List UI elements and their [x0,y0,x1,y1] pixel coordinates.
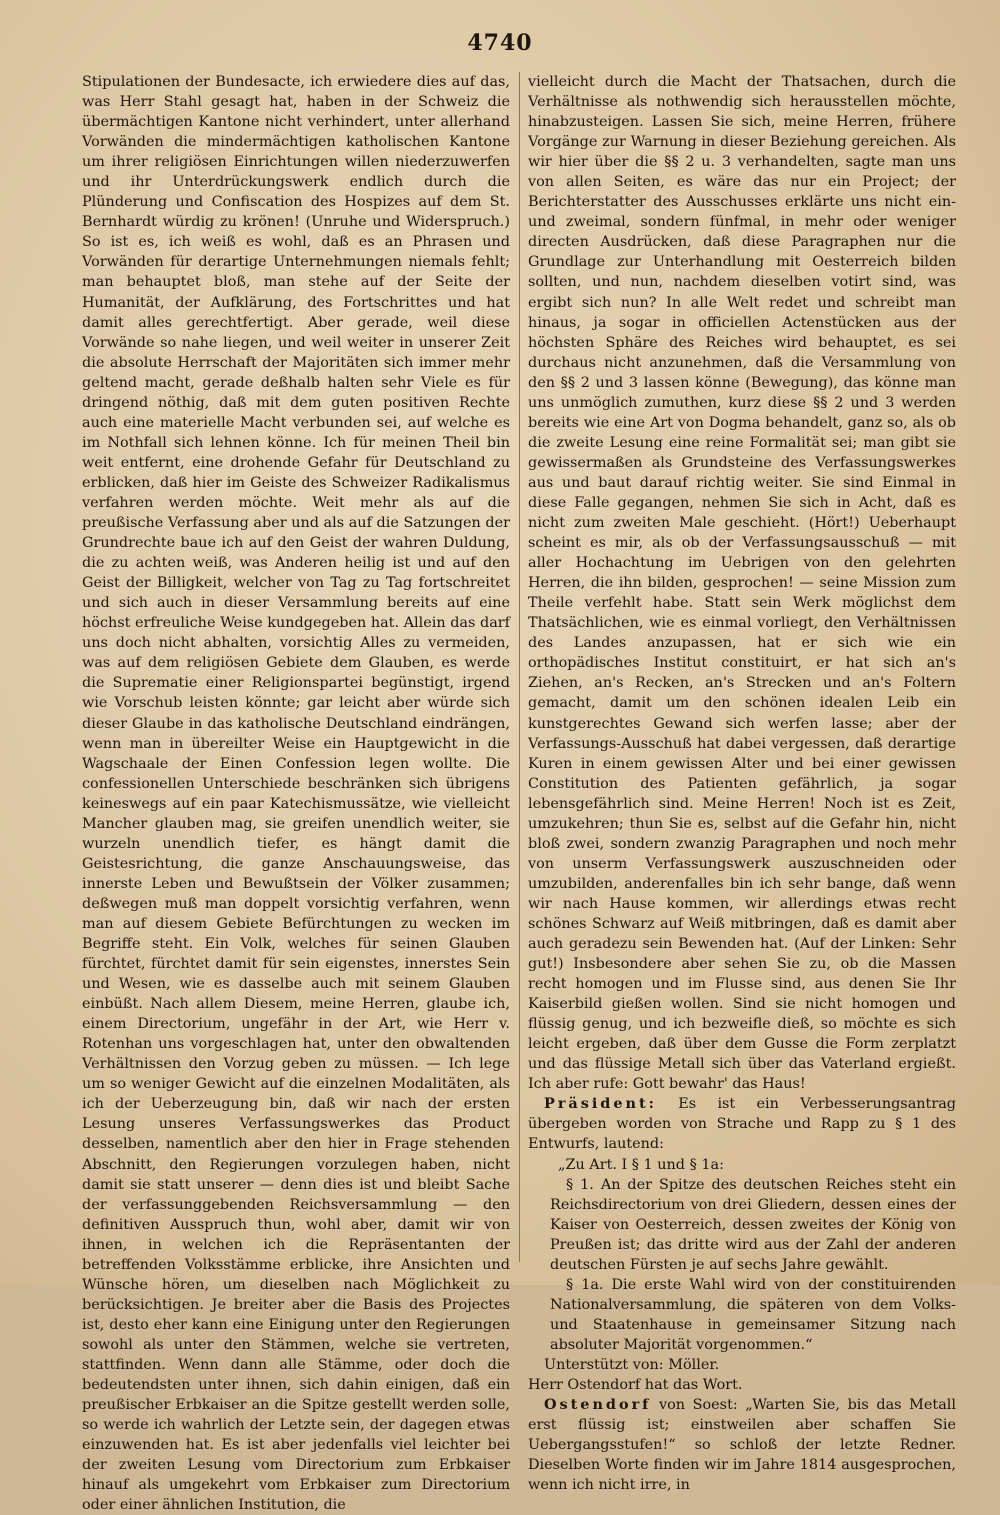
floor-line: Herr Ostendorf hat das Wort. [528,1377,743,1394]
right-column [528,72,957,1494]
left-paragraph: Stipulationen der Bundesacte, ich erwiedere dies auf das, was Herr Stahl gesagt hat, haben in der Schweiz die übermächtigen Kantone nicht verhindert, unter allerhand Vorwänden die mindermächtigen katholischen Kantone um ihrer religiösen Einrichtungen willen niederzuwerfen und ihr Unterdrückungswerk endlich durch die Plünderung und Confiscation des Hospizes auf dem St. Bernhardt würdig zu krönen! (Unruhe und Widerspruch.) So ist es, ich weiß es wohl, daß es an Phrasen und Vorwänden für derartige Unternehmungen niemals fehlt; man behauptet bloß, man stehe auf der Seite der Humanität, der Aufklärung, des Fortschrittes und hat damit alles gerechtfertigt. Aber gerade, weil diese Vorwände so nahe liegen, und weil weiter in unserer Zeit die absolute Herrschaft der Majoritäten sich immer mehr geltend macht, gerade deßhalb halten sehr Viele es für dringend nöthig, daß mit dem guten positiven Rechte auch eine materielle Macht verbunden sei, auf welche es im Nothfall sich lehnen könne. Ich für meinen Theil bin weit entfernt, eine drohende Gefahr für Deutschland zu erblicken, daß hier im Geiste des Schweizer Radikalismus verfahren werden möchte. Weit mehr als auf die preußische Verfassung aber und als auf die Satzungen der Grundrechte baue ich auf den Geist der wahren Duldung, die zu achten weiß, was Anderen heilig ist und auf den Geist der Billigkeit, welcher von Tag zu Tag fortschreitet und sich auch in dieser Versammlung bereits auf eine höchst erfreuliche Weise kundgegeben hat. Allein das darf uns doch nicht abhalten, vorsichtig Alles zu vermeiden, was auf dem religiösen Gebiete dem Glauben, es werde die Suprematie einer Religionspartei begünstigt, irgend wie Vorschub leisten könnte; gar leicht aber würde sich dieser Glaube in das katholische Deutschland eindrängen, wenn man in übereilter Weise ein Hauptgewicht in die Wagschaale der Einen Confession legen wollte. Die confessionellen Unterschiede beschränken sich übrigens keineswegs auf ein paar Katechismussätze, wie vielleicht Mancher glauben mag, sie greifen unendlich weiter, sie wurzeln unendlich tiefer, es hängt damit die Geistesrichtung, die ganze Anschauungsweise, das innerste Leben und Bewußtsein der Völker zusammen; deßwegen muß man doppelt vorsichtig verfahren, wenn man auf diesem Gebiete Befürchtungen zu wecken im Begriffe steht. Ein Volk, welches für seinen Glauben fürchtet, fürchtet damit für sein eigenstes, innerstes Sein und Wesen, wie es dasselbe auch mit seinem Glauben einbüßt. Nach allem Diesem, meine Herren, glaube ich, einem Directorium, ungefähr in der Art, wie Herr v. Rotenhan uns vorgeschlagen hat, unter den obwaltenden Verhältnissen den Vorzug geben zu müssen. — Ich lege um so weniger Gewicht auf die einzelnen Modalitäten, als ich der Ueberzeugung bin, daß wir nach der ersten Lesung unseres Verfassungswerkes das Product desselben, namentlich aber den hier in Frage stehenden Abschnitt, den Regierungen vorzulegen haben, nicht damit sie statt unserer — denn dies ist und bleibt Sache der verfassunggebenden Reichsversammlung — den definitiven Ausspruch thun, wohl aber, damit wir von ihnen, in welchen ich die Repräsentanten der betreffenden Volksstämme erblicke, ihre Ansichten und Wünsche hören, um dieselben nach Möglichkeit zu berücksichtigen. Je breiter aber die Basis des Projectes ist, desto eher kann eine Einigung unter den Regierungen sowohl als unter den Stämmen, welche sie vertreten, stattfinden. Wenn dann alle Stämme, oder doch die bedeutendsten unter ihnen, sich dahin einigen, daß ein preußischer Erbkaiser an die Spitze gestellt werden solle, so werde ich wahrlich der Letzte sein, der dagegen etwas einzuwenden hat. Es ist aber jedenfalls viel leichter bei der zweiten Lesung vom Directorium zum Erbkaiser hinauf als umgekehrt vom Erbkaiser zum Directorium oder einer ähnlichen Institution, die [82,74,510,1514]
column-divider [519,72,520,1262]
speaker-label: Ostendorf [544,1396,652,1414]
motion-heading: „Zu Art. I § 1 und § 1a: [558,1156,724,1173]
right-paragraph: vielleicht durch die Macht der Thatsachen, durch die Verhältnisse als nothwendig sich herausstellen möchte, hinabzusteigen. Lassen Sie sich, meine Herren, frühere Vorgänge zur Warnung in dieser Beziehung gereichen. Als wir hier über die §§ 2 u. 3 verhandelten, sagte man uns von allen Seiten, es wäre das nur ein Project; der Berichterstatter des Ausschusses erklärte uns nicht ein- und zweimal, sondern fünfmal, in mehr oder weniger directen Ausdrücken, daß diese Paragraphen nur die Grundlage zur Unterhandlung mit Oesterreich bilden sollten, und nun, nachdem dieselben votirt sind, was ergibt sich nun? In alle Welt redet und schreibt man hinaus, ja sogar in officiellen Actenstücken aus der höchsten Sphäre des Reiches wird behauptet, es sei durchaus nicht anzunehmen, daß die Versammlung von den §§ 2 und 3 lassen könne (Bewegung), das könne man uns unmöglich zumuthen, kurz diese §§ 2 und 3 werden bereits wie eine Art von Dogma behandelt, ganz so, als ob die zweite Lesung eine reine Formalität sei; man gibt sie gewissermaßen als Grundsteine des Verfassungswerkes aus und baut darauf richtig weiter. Sie sind Einmal in diese Falle gegangen, nehmen Sie sich in Acht, daß es nicht zum zweiten Male geschieht. (Hört!) Ueberhaupt scheint es mir, als ob der Verfassungsausschuß — mit aller Hochachtung im Uebrigen von den gelehrten Herren, die ihn bilden, gesprochen! — seine Mission zum Theile verfehlt habe. Statt sein Werk möglichst dem Thatsächlichen, wie es einmal vorliegt, den Verhältnissen des Landes anzupassen, hat er sich wie ein orthopädisches Institut constituirt, er hat sich an's Ziehen, an's Recken, an's Strecken und an's Foltern gemacht, damit um den schönen idealen Leib ein kunstgerechtes Gewand sich werfen lasse; aber der Verfassungs-Ausschuß hat dabei vergessen, daß derartige Kuren in einem gewissen Alter und bei einer gewissen Constitution des Patienten gefährlich, ja sogar lebensgefährlich sind. Meine Herren! Noch ist es Zeit, umzukehren; thun Sie es, selbst auf die Gefahr hin, nicht bloß zwei, sondern zwanzig Paragraphen und noch mehr von unserm Verfassungswerk auszuschneiden oder umzubilden, anderenfalles bin ich sehr bange, daß wenn wir nach Hause kommen, wir allerdings etwas recht schönes Schwarz auf Weiß mitbringen, daß es damit aber auch geradezu sein Bewenden hat. (Auf der Linken: Sehr gut!) Insbesondere aber sehen Sie zu, ob die Massen recht homogen und im Flusse sind, aus denen Sie Ihr Kaiserbild gießen wollen. Sind sie nicht homogen und flüssig genug, und ich bezweifle dieß, so möchte es sich leicht ergeben, daß über dem Gusse die Form zerplatzt und das flüssige Metall sich über das Vaterland ergießt. Ich aber rufe: Gott bewahr' das Haus! [528,74,956,1093]
supporters-line: Unterstützt von: Möller. [544,1357,720,1373]
speaker-text: von Soest: „Warten Sie, bis das Metall erst flüssig ist; einstweilen aber schaffen Sie Uebergangsstufen!“ so schloß der letzte Redner. Dieselben Worte finden wir im Jahre 1814 ausgesprochen, wenn ich nicht irre, in [528,1397,957,1494]
motion-paragraph-2: § 1a. Die erste Wahl wird von der constituirenden Nationalversammlung, die späteren von dem Volks- und Staatenhause in gemeinsamer Sitzung nach absoluter Majorität vorgenommen.“ [550,1276,956,1353]
motion-paragraph-1: § 1. An der Spitze des deutschen Reiches steht ein Reichsdirectorium von drei Gliedern, dessen eines der Kaiser von Oesterreich, dessen zweites der König von Preußen ist; das dritte wird aus der Zahl der anderen deutschen Fürsten je auf sechs Jahre gewählt. [550,1176,956,1273]
page-number: 4740 [467,30,533,56]
president-text: Es ist ein Verbesserungsantrag übergeben worden von Strache und Rapp zu § 1 des Entwurfs, lautend: [528,1096,956,1153]
left-column [82,72,510,1514]
speaker-paragraph [528,1395,956,1495]
president-paragraph [528,1094,956,1154]
president-label: Präsident: [544,1095,657,1113]
